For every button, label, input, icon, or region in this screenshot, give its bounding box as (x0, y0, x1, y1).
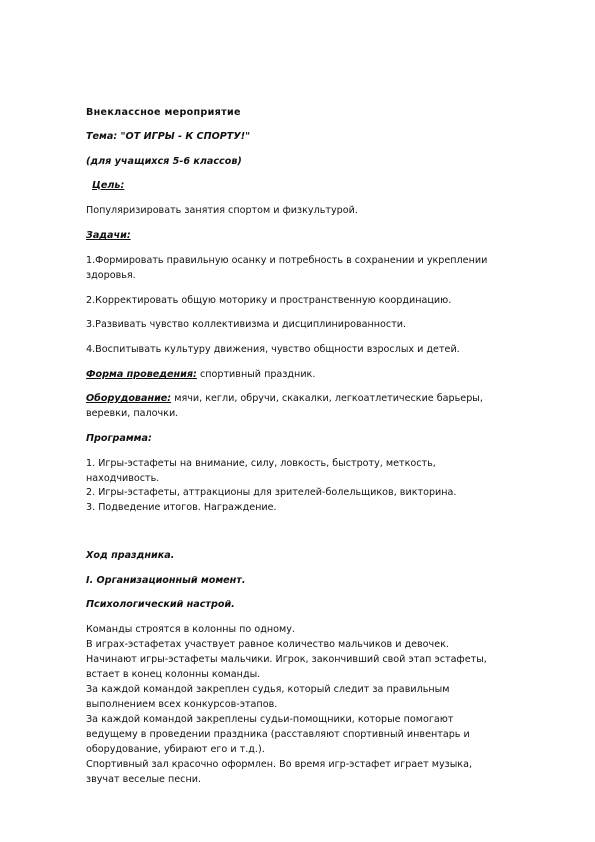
body-line: оборудование, убирают его и т.д.). (86, 744, 265, 755)
course-title: Ход праздника. (86, 550, 175, 561)
body-line: Спортивный зал красочно оформлен. Во время игр-эстафет играет музыка, (86, 759, 473, 770)
task-1-line-2: здоровья. (86, 270, 136, 281)
form-label: Форма проведения: (86, 369, 197, 380)
task-3: 3.Развивать чувство коллективизма и дисциплинированности. (86, 319, 407, 330)
equipment-text: мячи, кегли, обручи, скакалки, легкоатлетические барьеры, (171, 393, 483, 404)
equipment-line-2: веревки, палочки. (86, 408, 179, 419)
equipment-label: Оборудование: (86, 393, 172, 404)
body-line: Начинают игры-эстафеты мальчики. Игрок, закончивший свой этап эстафеты, (86, 654, 487, 665)
task-2: 2.Корректировать общую моторику и пространственную координацию. (86, 295, 452, 306)
section-1-title: I. Организационный момент. (86, 575, 246, 586)
body-line: выполнением всех конкурсов-этапов. (86, 699, 278, 710)
body-line: За каждой командой закреплены судьи-помощники, которые помогают (86, 714, 454, 725)
goal-label: Цель: (92, 180, 125, 191)
topic-line: Тема: "ОТ ИГРЫ - К СПОРТУ!" (86, 131, 251, 142)
body-line: звучат веселые песни. (86, 774, 202, 785)
program-line-3: 2. Игры-эстафеты, аттракционы для зрителей-болельщиков, викторина. (86, 487, 457, 498)
body-line: В играх-эстафетах участвует равное количество мальчиков и девочек. (86, 639, 449, 650)
goal-text: Популяризировать занятия спортом и физкультурой. (86, 205, 358, 216)
equipment-line (86, 391, 483, 406)
form-text: спортивный праздник. (196, 369, 316, 380)
program-label: Программа: (86, 433, 152, 444)
psych-title: Психологический настрой. (86, 599, 235, 610)
document-heading: Внеклассное мероприятие (86, 107, 241, 118)
task-4: 4.Воспитывать культуру движения, чувство общности взрослых и детей. (86, 344, 460, 355)
body-line: ведущему в проведении праздника (расставляют спортивный инвентарь и (86, 729, 470, 740)
body-line: Команды строятся в колонны по одному. (86, 624, 295, 635)
program-line-1: 1. Игры-эстафеты на внимание, силу, ловкость, быстроту, меткость, (86, 458, 436, 469)
tasks-label: Задачи: (86, 230, 131, 241)
task-1-line-1: 1.Формировать правильную осанку и потребность в сохранении и укреплении (86, 255, 488, 266)
body-line: За каждой командой закреплен судья, который следит за правильным (86, 684, 450, 695)
program-line-4: 3. Подведение итогов. Награждение. (86, 502, 277, 513)
program-line-2: находчивость. (86, 473, 160, 484)
form-line (86, 367, 315, 382)
audience-line: (для учащихся 5-6 классов) (86, 156, 242, 167)
body-line: встает в конец колонны команды. (86, 669, 261, 680)
